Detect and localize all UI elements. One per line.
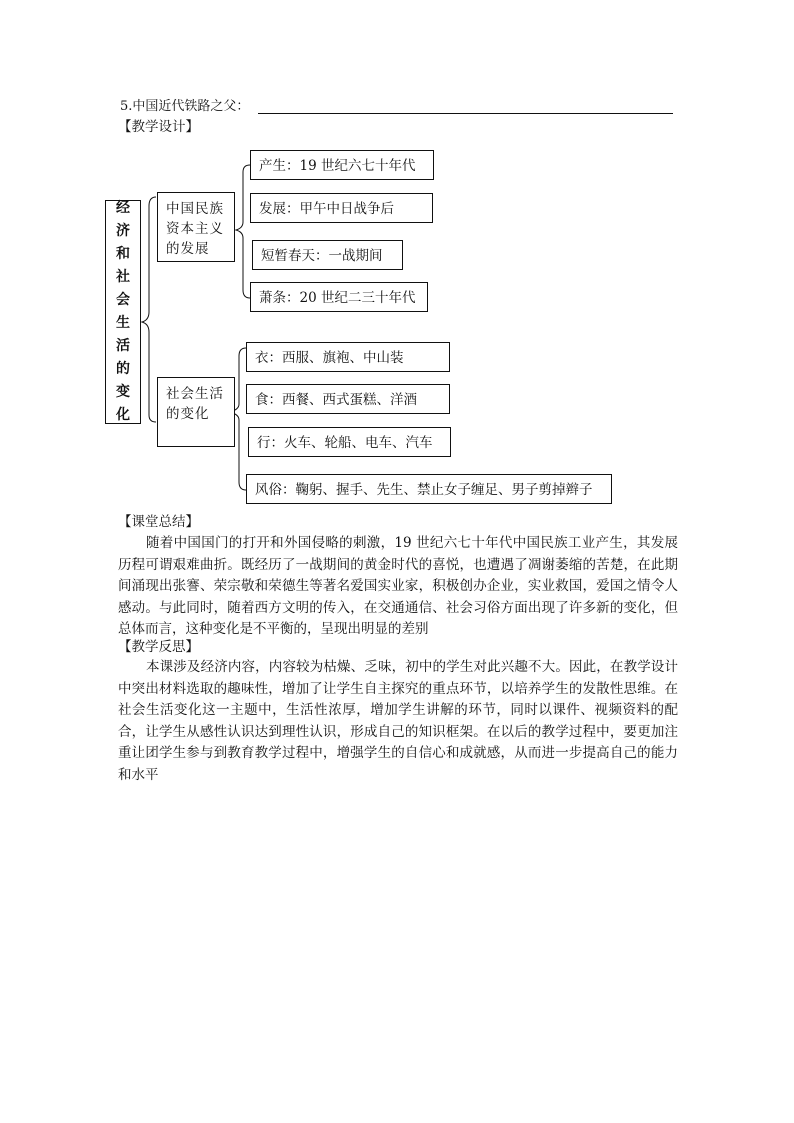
leaf-brief-spring: 短暂春天：一战期间 (252, 240, 403, 270)
leaf-food: 食：西餐、西式蛋糕、洋酒 (246, 384, 450, 414)
leaf-origin: 产生：19 世纪六七十年代 (250, 150, 434, 180)
leaf-customs: 风俗：鞠躬、握手、先生、禁止女子缠足、男子剪掉辫子 (246, 474, 612, 504)
leaf-depression: 萧条：20 世纪二三十年代 (250, 282, 428, 312)
root-node: 经济和社会生活的变化 (105, 200, 141, 424)
summary-heading: 【课堂总结】 (118, 514, 199, 530)
leaf-development: 发展：甲午中日战争后 (250, 193, 433, 223)
question-5-label: 5.中国近代铁路之父： (120, 99, 250, 114)
leaf-clothing: 衣：西服、旗袍、中山装 (246, 342, 450, 372)
root-brace (142, 197, 156, 422)
summary-paragraph: 随着中国国门的打开和外国侵略的刺激，19 世纪六七十年代中国民族工业产生，其发展历程可谓艰难曲折。既经历了一战期间的黄金时代的喜悦，也遭遇了凋谢萎缩的苦楚，在此期间涌现出张謇、荣宗敬和荣德生等著名爱国实业家，积极创办企业，实业救国，爱国之情令人感动。与此同时，随着西方文明的传入，在交通通信、社会习俗方面出现了许多新的变化，但总体而言，这种变化是不平衡的，呈现出明显的差别 (118, 535, 678, 637)
teaching-design-heading: 【教学设计】 (118, 119, 199, 135)
branch-node-social-life: 社会生活的变化 (157, 377, 235, 447)
leaf-transport: 行：火车、轮船、电车、汽车 (248, 427, 451, 457)
reflection-heading: 【教学反思】 (118, 639, 199, 655)
branch-node-capitalism: 中国民族资本主义的发展 (157, 192, 235, 262)
branch-1-brace (236, 165, 250, 298)
reflection-paragraph: 本课涉及经济内容，内容较为枯燥、乏味，初中的学生对此兴趣不大。因此，在教学设计中突出材料选取的趣味性，增加了让学生自主探究的重点环节，以培养学生的发散性思维。在社会生活变化这一主题中，生活性浓厚，增加学生讲解的环节，同时以课件、视频资料的配合，让学生从感性认识达到理性认识，形成自己的知识框架。在以后的教学过程中，要更加注重让团学生参与到教育教学过程中，增强学生的自信心和成就感，从而进一步提高自己的能力和水平 (118, 659, 678, 783)
